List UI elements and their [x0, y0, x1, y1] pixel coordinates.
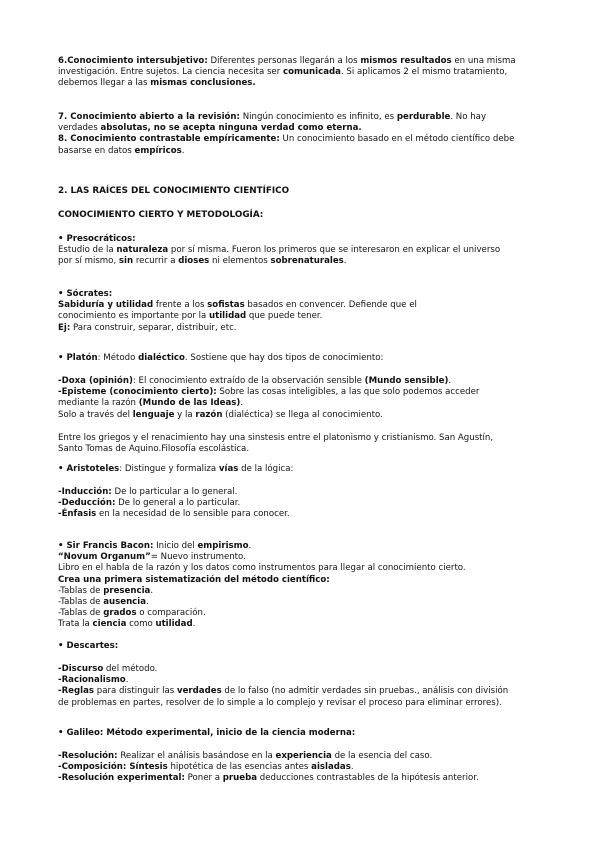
text-run: hipotética de las esencias antes — [167, 762, 312, 773]
bold-text: mismos resultados — [360, 56, 452, 66]
bold-text: 8. Conocimiento contrastable empíricamente: — [58, 134, 280, 145]
bold-text: Sabiduría y utilidad — [58, 300, 154, 311]
text-run: . Si aplicamos 2 el mismo tratamiento, — [340, 67, 508, 78]
text-line — [58, 387, 558, 398]
bold-text: • Platón — [58, 353, 98, 363]
bold-text: • Galileo: Método experimental, inicio de la ciencia moderna: — [58, 728, 356, 738]
text-run: Trata la — [58, 619, 93, 630]
text-run: Ningún conocimiento es infinito, es — [240, 112, 397, 122]
text-run: . Sostiene que hay dos tipos de conocimiento: — [184, 353, 384, 363]
text-run: investigación. Entre sujetos. La ciencia necesita ser — [58, 67, 283, 78]
text-line — [58, 56, 558, 67]
text-line — [58, 67, 558, 78]
text-run: por sí mismo, — [58, 256, 119, 267]
bold-text: dioses — [178, 256, 210, 267]
text-run: Estudio de la — [58, 245, 117, 256]
text-line — [58, 686, 558, 697]
descartes-points — [58, 664, 558, 709]
bold-text: sobrenaturales — [270, 256, 344, 267]
bold-text: sofistas — [207, 300, 245, 311]
section-socrates — [58, 289, 558, 334]
bold-text: -Resolución experimental: — [58, 773, 185, 784]
bold-text: -Inducción: — [58, 487, 112, 497]
text-run: para distinguir las — [94, 686, 177, 697]
text-line — [58, 146, 558, 157]
galileo-method-steps — [58, 751, 558, 785]
text-run: De lo particular a lo general. — [111, 487, 238, 497]
bold-text: vías — [218, 464, 239, 474]
text-line — [58, 300, 558, 311]
text-line — [58, 751, 558, 762]
text-run: basarse en datos — [58, 145, 135, 156]
text-line — [58, 597, 558, 608]
section-presocraticos — [58, 234, 558, 268]
text-run: . — [343, 256, 347, 267]
text-run: Poner a — [184, 773, 223, 784]
bold-text: -Doxa (opinión) — [58, 376, 133, 386]
text-line — [58, 552, 558, 563]
section-bacon — [58, 541, 558, 631]
text-line — [58, 773, 558, 784]
bold-text: experiencia — [275, 751, 332, 761]
text-line — [58, 608, 558, 619]
text-run: : Método — [97, 353, 139, 363]
bold-text: dialéctico — [138, 353, 185, 363]
text-run: de la lógica: — [238, 464, 294, 474]
bold-text: verdades — [176, 686, 222, 697]
bold-text: utilidad — [209, 311, 247, 322]
subsection-heading — [58, 210, 558, 221]
text-run: y la — [174, 409, 196, 420]
text-line — [58, 112, 558, 123]
text-run: Sobre las cosas inteligibles, a las que solo podemos acceder — [216, 387, 480, 398]
text-line — [58, 541, 558, 552]
text-line — [58, 762, 558, 773]
text-run: verdades — [58, 123, 101, 134]
text-run: recurrir a — [133, 256, 179, 267]
bold-text: grados — [103, 608, 137, 619]
text-run: . — [240, 398, 244, 409]
text-line — [58, 410, 558, 421]
text-line — [58, 134, 558, 145]
text-line — [58, 563, 558, 574]
text-run: (dialéctica) se llega al conocimiento. — [222, 409, 383, 420]
bold-text: 2. LAS RAÍCES DEL CONOCIMIENTO CIENTÍFICO — [58, 186, 290, 196]
bold-text: -Reglas — [58, 686, 95, 697]
text-line — [58, 289, 558, 300]
bold-text: • Descartes: — [58, 641, 119, 651]
text-run: . — [146, 597, 149, 608]
bold-text: presencia — [103, 585, 151, 596]
text-run: : El conocimiento extraído de la observación sensible — [132, 376, 365, 386]
text-run: que puede tener. — [246, 311, 323, 322]
bold-text: (Mundo de las Ideas) — [138, 398, 241, 409]
bold-text: CONOCIMIENTO CIERTO Y METODOLOGÍA: — [58, 210, 264, 220]
section-platon — [58, 353, 558, 364]
text-run: . — [125, 675, 129, 686]
text-line — [58, 619, 558, 630]
text-line — [58, 498, 558, 509]
bold-text: 6.Conocimiento intersubjetivo: — [58, 56, 208, 66]
text-run: Solo a través del — [58, 409, 133, 420]
text-line — [58, 323, 558, 334]
text-run: como — [126, 619, 156, 630]
text-run: o comparación. — [136, 608, 206, 619]
text-run: conocimiento es importante por la — [58, 311, 209, 322]
text-line — [58, 586, 558, 597]
text-line — [58, 78, 558, 89]
text-line — [58, 444, 558, 455]
text-run: frente a los — [153, 300, 208, 311]
text-run: de lo falso (no admitir verdades sin pruebas., análisis con división — [221, 686, 509, 697]
bold-text: empirismo — [197, 541, 249, 551]
section-intersubjective — [58, 56, 558, 90]
bold-text: razón — [195, 409, 223, 420]
text-run: Entre los griegos y el renacimiento hay una sinstesis entre el platonismo y cristianismo. San Agustín, — [58, 433, 494, 443]
bold-text: -Énfasis — [58, 509, 97, 520]
text-run: . — [350, 762, 354, 773]
text-run: Realizar el análisis basándose en la — [117, 751, 276, 761]
text-line — [58, 675, 558, 686]
text-line — [58, 210, 558, 221]
bold-text: -Resolución: — [58, 751, 118, 761]
bold-text: mismas conclusiones. — [150, 78, 256, 89]
text-run: = Nuevo instrumento. — [150, 552, 246, 563]
text-run: -Tablas de — [58, 585, 104, 596]
bold-text: perdurable — [396, 112, 451, 122]
text-run: Santo Tomas de Aquino.Filosofía escolástica. — [58, 444, 250, 455]
text-run: . No hay — [450, 112, 487, 122]
bold-text: • Aristoteles — [58, 464, 120, 474]
text-run: Un conocimiento basado en el método científico debe — [279, 134, 515, 145]
bold-text: -Discurso — [58, 664, 104, 674]
text-line — [58, 245, 558, 256]
text-run: De lo general a lo particular. — [115, 498, 241, 509]
text-run: en una misma — [451, 56, 516, 66]
text-run: del método. — [103, 664, 158, 674]
text-run: por sí misma. Fueron los primeros que se interesaron en explicar el universo — [168, 245, 501, 256]
bold-text: -Composición: Síntesis — [58, 762, 168, 773]
bold-text: utilidad — [155, 619, 193, 630]
text-line — [58, 398, 558, 409]
bold-text: prueba — [222, 773, 258, 784]
text-run: Diferentes personas llegarán a los — [207, 56, 361, 66]
text-line — [58, 186, 558, 197]
bold-text: -Deducción: — [58, 498, 116, 509]
text-run: . — [181, 145, 185, 156]
bold-text: • Sir Francis Bacon: — [58, 541, 154, 551]
bold-text: absolutas, no se acepta ninguna verdad como eterna. — [100, 123, 362, 134]
text-run: Libro en el habla de la razón y los datos como instrumentos para llegar al conocimiento cierto. — [58, 563, 466, 574]
text-line — [58, 433, 558, 444]
text-line — [58, 698, 558, 709]
bold-text: empíricos — [134, 145, 182, 156]
text-line — [58, 123, 558, 134]
text-run: ni elementos — [209, 256, 271, 267]
bold-text: Crea una primera sistematización del método científico: — [58, 574, 330, 585]
bold-text: Ej: — [58, 322, 71, 333]
text-line — [58, 664, 558, 675]
bold-text: naturaleza — [116, 245, 169, 256]
bold-text: comunicada — [282, 67, 341, 78]
text-run: Inicio del — [153, 541, 198, 551]
text-run: de la esencia del caso. — [331, 751, 433, 761]
section-descartes — [58, 641, 558, 652]
text-run: . — [150, 585, 154, 596]
text-run: : Distingue y formaliza — [119, 464, 219, 474]
chapter-heading — [58, 186, 558, 197]
bold-text: ciencia — [92, 619, 127, 630]
text-run: en la necesidad de lo sensible para conocer. — [96, 509, 290, 520]
bold-text: (Mundo sensible) — [364, 376, 449, 386]
text-run: deducciones contrastables de la hipótesis anterior. — [257, 773, 479, 784]
bold-text: “Novum Organum” — [58, 552, 151, 563]
bold-text: sin — [118, 256, 134, 267]
bold-text: -Racionalismo — [58, 675, 126, 686]
text-run: Para construir, separar, distribuir, etc. — [70, 322, 237, 333]
text-line — [58, 509, 558, 520]
text-run: debemos llegar a las — [58, 78, 151, 89]
bold-text: ausencia — [103, 597, 147, 608]
text-run: basados en convencer. Defiende que el — [244, 300, 417, 311]
bold-text: • Sócrates: — [58, 289, 113, 299]
platon-knowledge-types — [58, 376, 558, 421]
section-aristoteles — [58, 464, 558, 475]
text-run: de problemas en partes, resolver de lo simple a lo complejo y revisar el proceso para eliminar errores). — [58, 697, 502, 708]
text-line — [58, 641, 558, 652]
text-line — [58, 234, 558, 245]
text-line — [58, 256, 558, 267]
aristoteles-logic-ways — [58, 487, 558, 521]
text-run: -Tablas de — [58, 597, 104, 608]
section-open-revision — [58, 112, 558, 157]
text-run: . — [192, 619, 196, 630]
text-run: mediante la razón — [58, 398, 139, 409]
section-galileo — [58, 728, 558, 739]
bold-text: aisladas — [311, 762, 351, 773]
text-line — [58, 464, 558, 475]
text-line — [58, 376, 558, 387]
text-line — [58, 311, 558, 322]
text-line — [58, 575, 558, 586]
text-line — [58, 728, 558, 739]
text-run: . — [248, 541, 252, 551]
bold-text: • Presocráticos: — [58, 234, 136, 244]
text-line — [58, 353, 558, 364]
text-line — [58, 487, 558, 498]
text-run: . — [448, 376, 452, 386]
bold-text: lenguaje — [132, 409, 175, 420]
bold-text: 7. Conocimiento abierto a la revisión: — [58, 112, 240, 122]
text-run: -Tablas de — [58, 608, 104, 619]
bold-text: -Episteme (conocimiento cierto): — [58, 387, 217, 398]
greeks-renaissance-note — [58, 433, 558, 455]
